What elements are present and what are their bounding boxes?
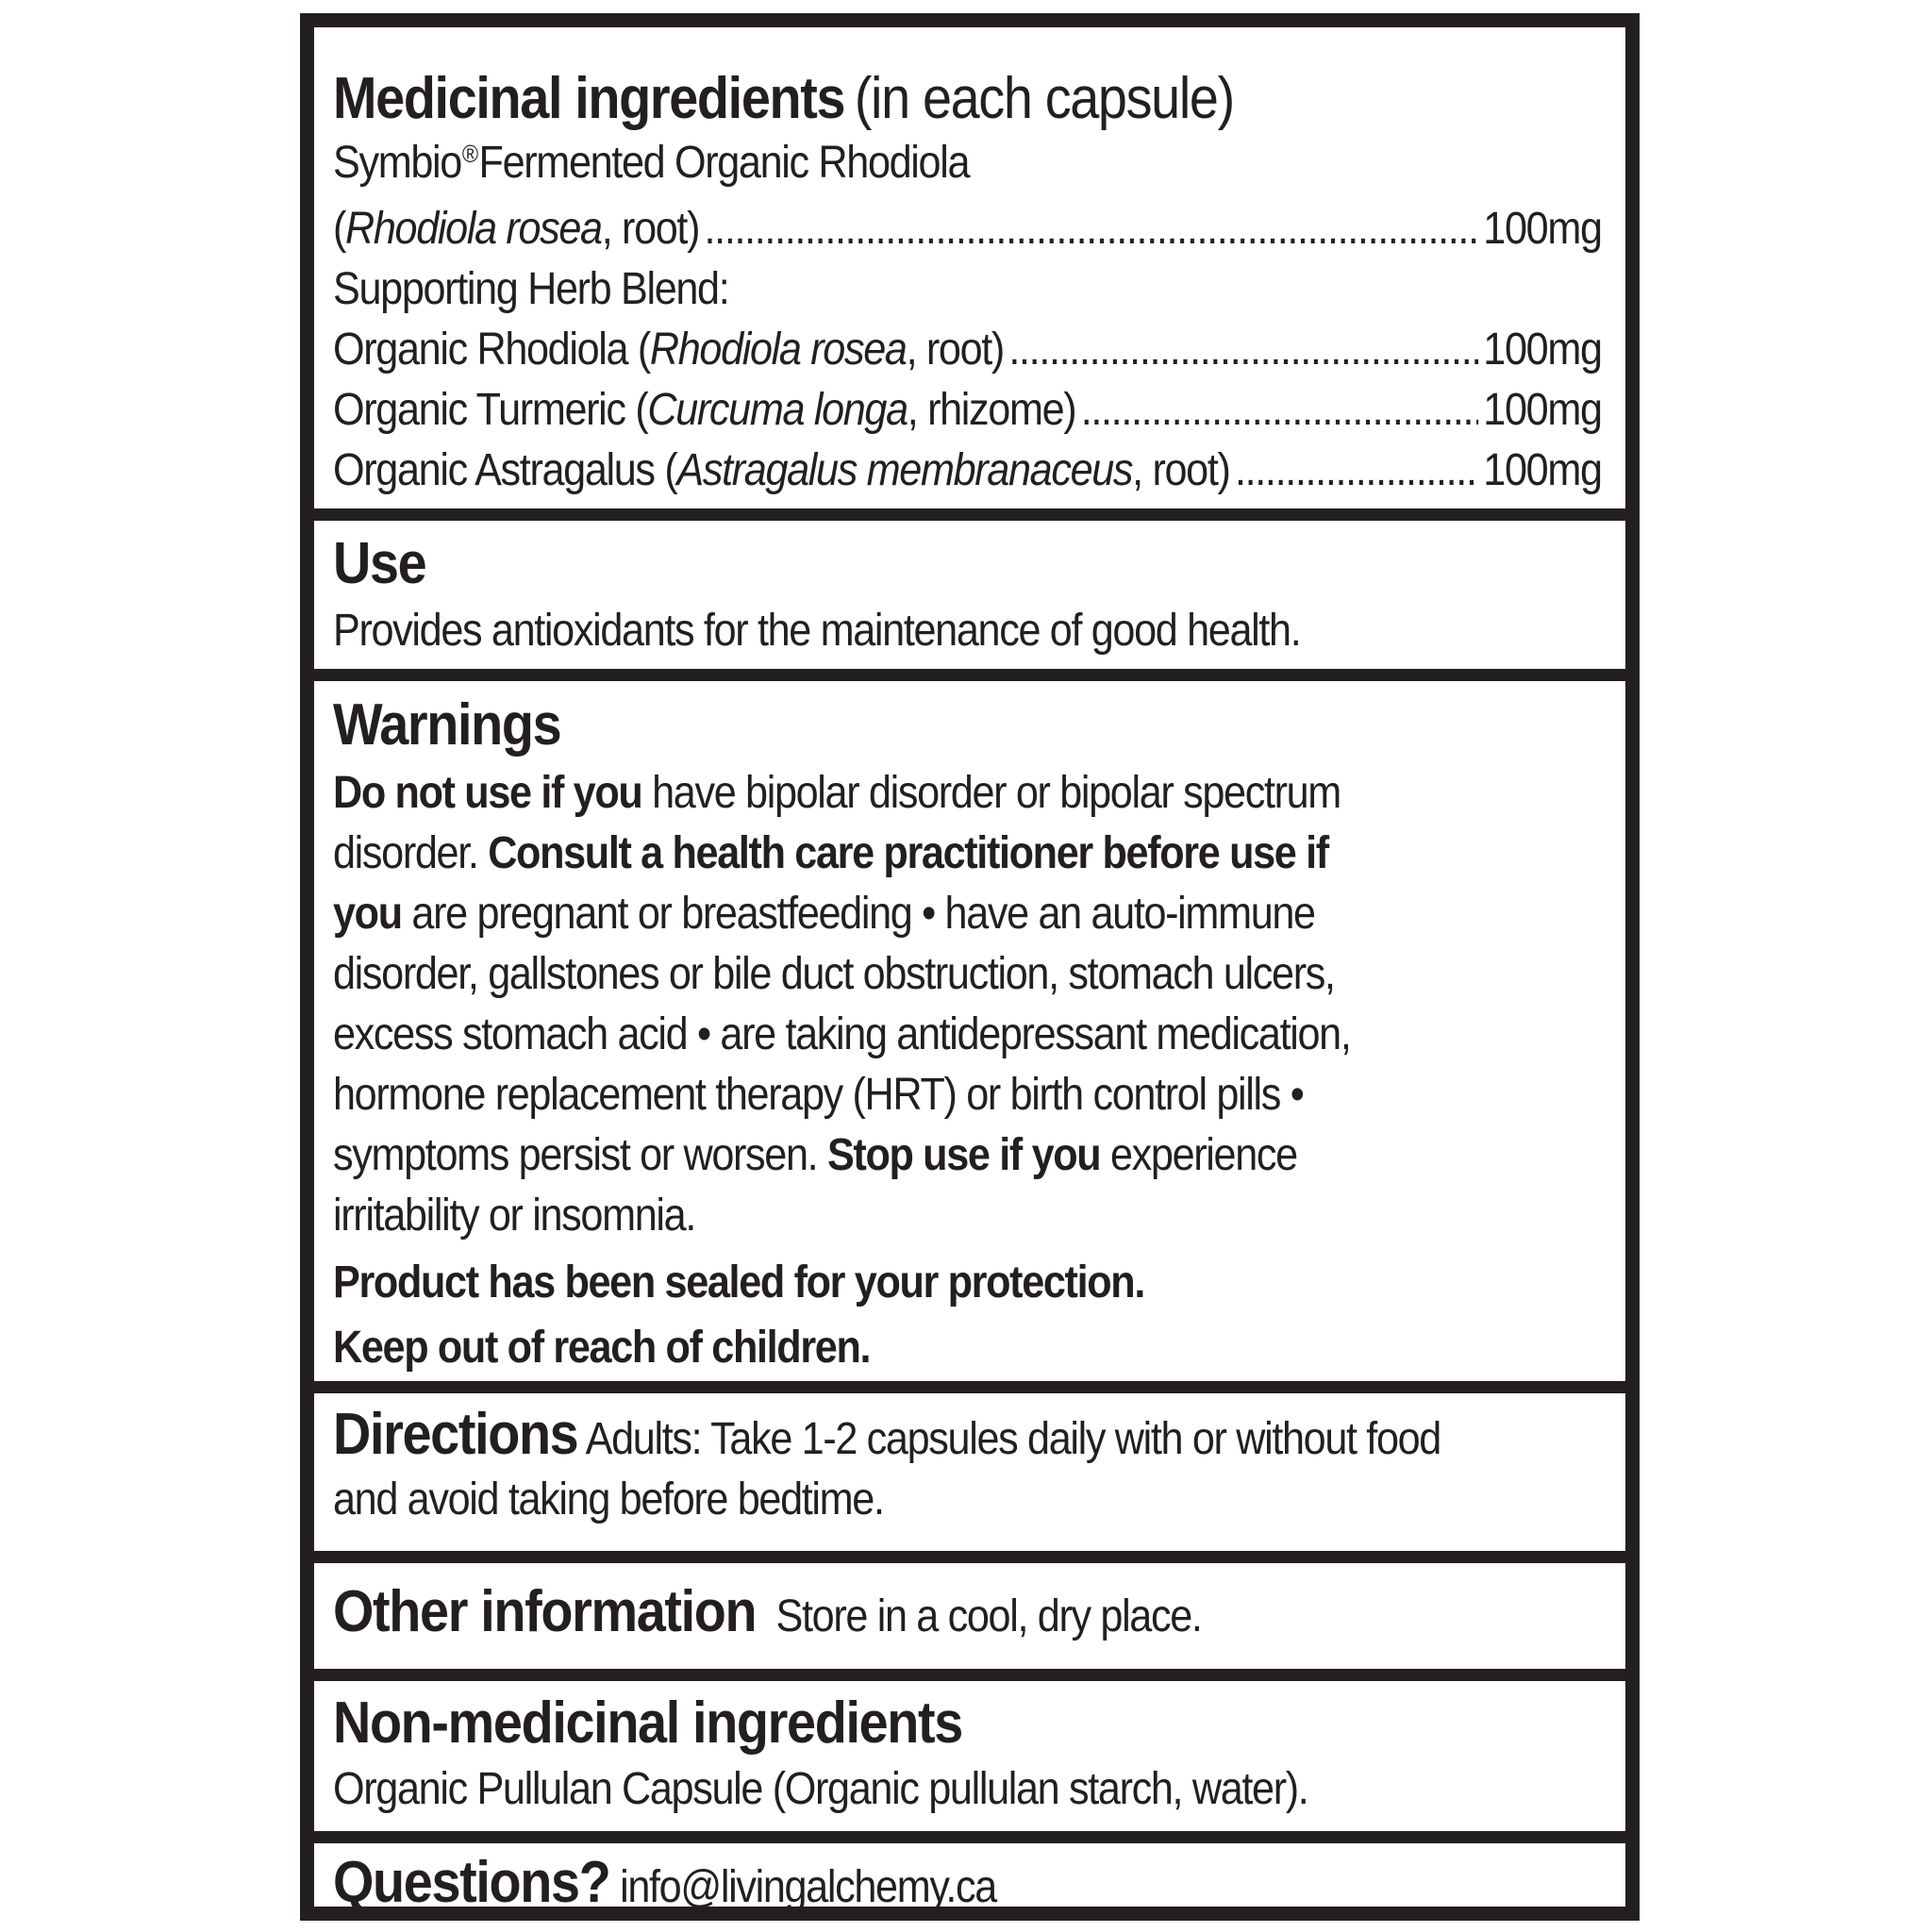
- medicinal-ingredients-title: Medicinal ingredients: [333, 66, 845, 131]
- warning-line: hormone replacement therapy (HRT) or birth control pills •: [333, 1070, 1304, 1120]
- other-information-line: [333, 1574, 1475, 1655]
- other-information-section: [314, 1574, 1625, 1669]
- section-divider: [314, 1551, 1625, 1563]
- use-section: [314, 527, 1625, 669]
- ingredient-row: Organic Astragalus (Astragalus membranaceus, root) ..... 100mg: [333, 441, 1475, 501]
- directions-line: Directions Adults: Take 1-2 capsules daily with or without food: [333, 1405, 1475, 1470]
- warnings-section: [314, 688, 1625, 1381]
- sealed-notice: Product has been sealed for your protection.: [333, 1257, 1144, 1307]
- use-title: Use: [333, 531, 426, 596]
- dot-leader: [705, 199, 1478, 259]
- latin-name: Curcuma longa: [647, 385, 908, 435]
- warning-line: excess stomach acid • are taking antidepressant medication,: [333, 1009, 1351, 1059]
- non-medicinal-title: Non-medicinal ingredients: [333, 1690, 962, 1756]
- dot-leader: [1081, 380, 1478, 441]
- dot-leader: [1008, 320, 1478, 380]
- directions-section: [314, 1405, 1625, 1551]
- latin-name: Rhodiola rosea: [649, 325, 907, 375]
- ingredient-row: Organic Turmeric (Curcuma longa, rhizome) ..... 100mg: [333, 380, 1475, 441]
- non-medicinal-section: [314, 1688, 1625, 1834]
- keep-out-notice: Keep out of reach of children.: [333, 1323, 871, 1373]
- section-divider: [314, 508, 1625, 521]
- medicinal-heading-line: [333, 65, 1475, 133]
- questions-title: Questions?: [333, 1850, 610, 1915]
- questions-section: [314, 1848, 1625, 1919]
- ingredient-amount: 100mg: [1483, 385, 1602, 435]
- warning-line: disorder, gallstones or bile duct obstruction, stomach ulcers,: [333, 949, 1335, 999]
- supplement-label-panel: [300, 13, 1640, 1921]
- medicinal-ingredients-subtitle: (in each capsule): [854, 66, 1234, 131]
- medicinal-ingredients-section: [314, 65, 1625, 508]
- ingredient-amount: 100mg: [1483, 204, 1602, 254]
- warning-line: symptoms persist or worsen. Stop use if you experience: [333, 1130, 1297, 1180]
- symbio-line: [333, 133, 1475, 199]
- warning-line: irritability or insomnia.: [333, 1191, 695, 1241]
- section-divider: [314, 1381, 1625, 1393]
- ingredient-amount: 100mg: [1483, 445, 1602, 495]
- registered-trademark-mark: ®: [461, 140, 477, 168]
- contact-email: info@livingalchemy.ca: [620, 1862, 996, 1912]
- directions-line: and avoid taking before bedtime.: [333, 1474, 884, 1524]
- latin-name: Rhodiola rosea: [345, 204, 602, 254]
- section-divider: [314, 1669, 1625, 1681]
- warning-line: you are pregnant or breastfeeding • have an auto-immune: [333, 889, 1315, 939]
- questions-line: [333, 1848, 1475, 1919]
- other-information-text: Store in a cool, dry place.: [775, 1591, 1202, 1641]
- symbio-brand: Symbio: [333, 138, 461, 188]
- symbio-ingredient-name: Fermented Organic Rhodiola: [478, 138, 970, 188]
- ingredient-row: Organic Rhodiola (Rhodiola rosea, root) ..... 100mg: [333, 320, 1475, 380]
- warning-line: disorder. Consult a health care practitioner before use if: [333, 828, 1328, 878]
- warning-line: Do not use if you have bipolar disorder or bipolar spectrum: [333, 768, 1341, 818]
- other-information-title: Other information: [333, 1579, 757, 1644]
- supporting-herb-blend-label: Supporting Herb Blend:: [333, 264, 729, 314]
- ingredient-amount: 100mg: [1483, 325, 1602, 375]
- directions-title: Directions: [333, 1405, 578, 1467]
- latin-name: Astragalus membranaceus: [676, 445, 1133, 495]
- use-text: Provides antioxidants for the maintenance of good health.: [333, 606, 1301, 656]
- warnings-title: Warnings: [333, 692, 561, 758]
- ingredient-row: (Rhodiola rosea, root) ..... 100mg: [333, 199, 1475, 259]
- dot-leader: [1235, 441, 1478, 501]
- section-divider: [314, 669, 1625, 681]
- section-divider: [314, 1831, 1625, 1843]
- non-medicinal-text: Organic Pullulan Capsule (Organic pullulan starch, water).: [333, 1764, 1308, 1814]
